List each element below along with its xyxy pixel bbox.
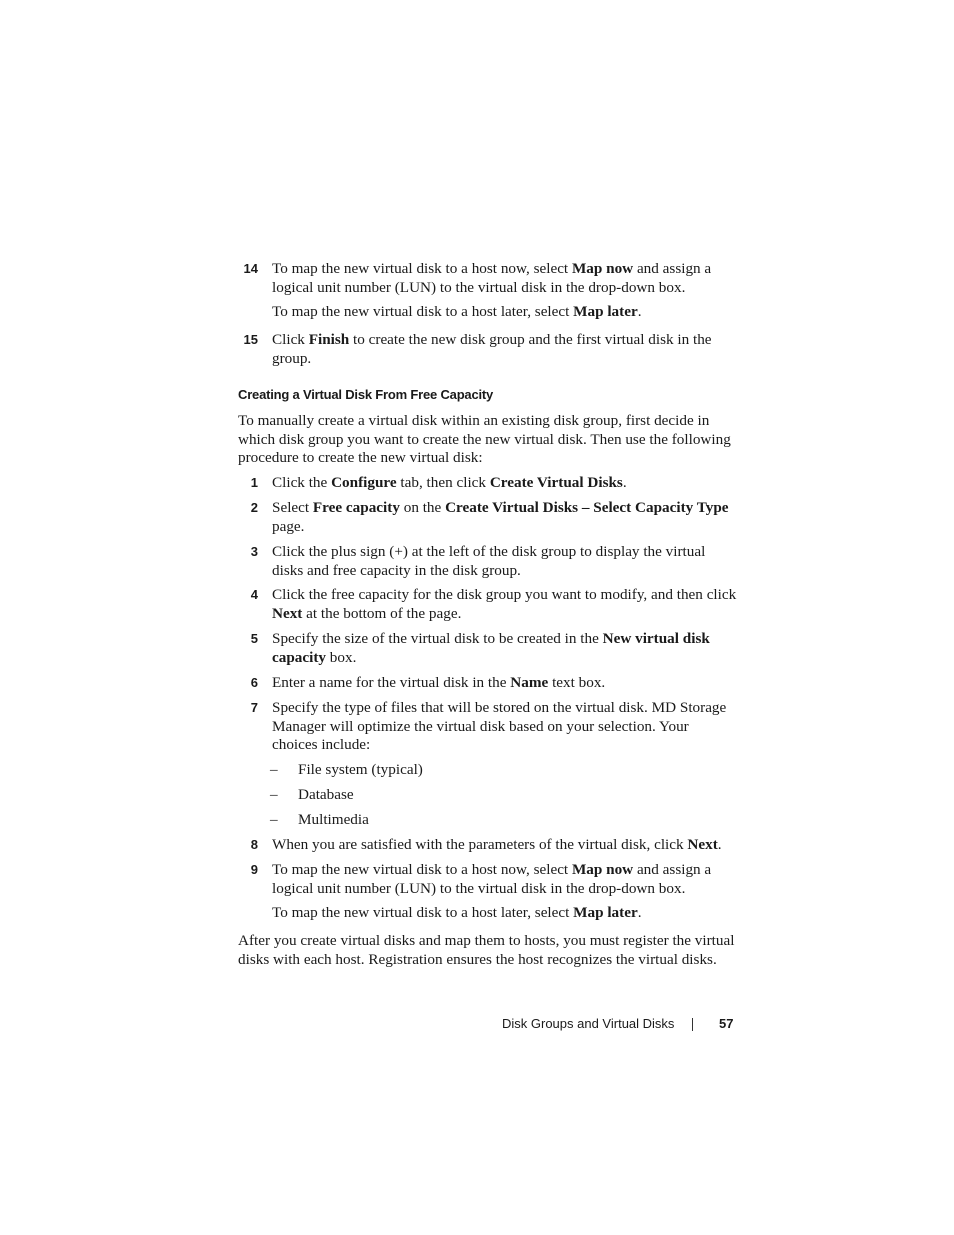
page-number: 57 (719, 1016, 734, 1031)
footer-chapter-title: Disk Groups and Virtual Disks (502, 1016, 675, 1031)
step-note: To map the new virtual disk to a host later, select Map later. (272, 904, 642, 921)
step-text: Enter a name for the virtual disk in the Name text box. (272, 674, 606, 691)
section-heading: Creating a Virtual Disk From Free Capacity (238, 387, 494, 402)
step-number: 8 (250, 837, 258, 852)
closing-paragraph: After you create virtual disks and map them to hosts, you must register the virtual disks with each host. Registration ensures the host recognizes the virtual disks. (238, 932, 735, 968)
list-dash: – (270, 811, 278, 828)
step-number: 9 (250, 862, 258, 877)
step-text: Specify the size of the virtual disk to be created in the New virtual disk capacity box. (272, 630, 710, 666)
footer-divider (692, 1018, 693, 1031)
step-text: Select Free capacity on the Create Virtual Disks – Select Capacity Type page. (272, 499, 729, 535)
step-number: 1 (250, 475, 258, 490)
step-number: 3 (250, 544, 258, 559)
step-number: 15 (243, 332, 258, 347)
choice-item: Multimedia (298, 811, 369, 828)
step-note: To map the new virtual disk to a host later, select Map later. (272, 303, 642, 320)
list-dash: – (270, 786, 278, 803)
step-text: Click the plus sign (+) at the left of the disk group to display the virtual disks and free capacity in the disk group. (272, 543, 706, 579)
choice-item: File system (typical) (298, 761, 423, 778)
intro-paragraph: To manually create a virtual disk within an existing disk group, first decide in which disk group you want to create the new virtual disk. Then use the following procedure to create the new virtual disk: (238, 412, 731, 466)
list-dash: – (270, 761, 278, 778)
step-text: Click the Configure tab, then click Create Virtual Disks. (272, 474, 627, 491)
step-number: 6 (250, 675, 258, 690)
step-number: 5 (250, 631, 258, 646)
step-text: When you are satisfied with the parameters of the virtual disk, click Next. (272, 836, 722, 853)
choice-item: Database (298, 786, 354, 803)
step-text: Click Finish to create the new disk group and the first virtual disk in the group. (272, 331, 712, 367)
step-text: Specify the type of files that will be stored on the virtual disk. MD Storage Manager will optimize the virtual disk based on your selection. Your choices include: (272, 699, 727, 753)
step-number: 4 (250, 587, 258, 602)
step-number: 7 (250, 700, 258, 715)
step-text: Click the free capacity for the disk group you want to modify, and then click Next at the bottom of the page. (272, 586, 737, 622)
step-number: 14 (243, 261, 258, 276)
step-text: To map the new virtual disk to a host now, select Map now and assign a logical unit number (LUN) to the virtual disk in the drop-down box. (272, 861, 712, 897)
step-text: To map the new virtual disk to a host now, select Map now and assign a logical unit number (LUN) to the virtual disk in the drop-down box. (272, 260, 712, 296)
step-number: 2 (250, 500, 258, 515)
